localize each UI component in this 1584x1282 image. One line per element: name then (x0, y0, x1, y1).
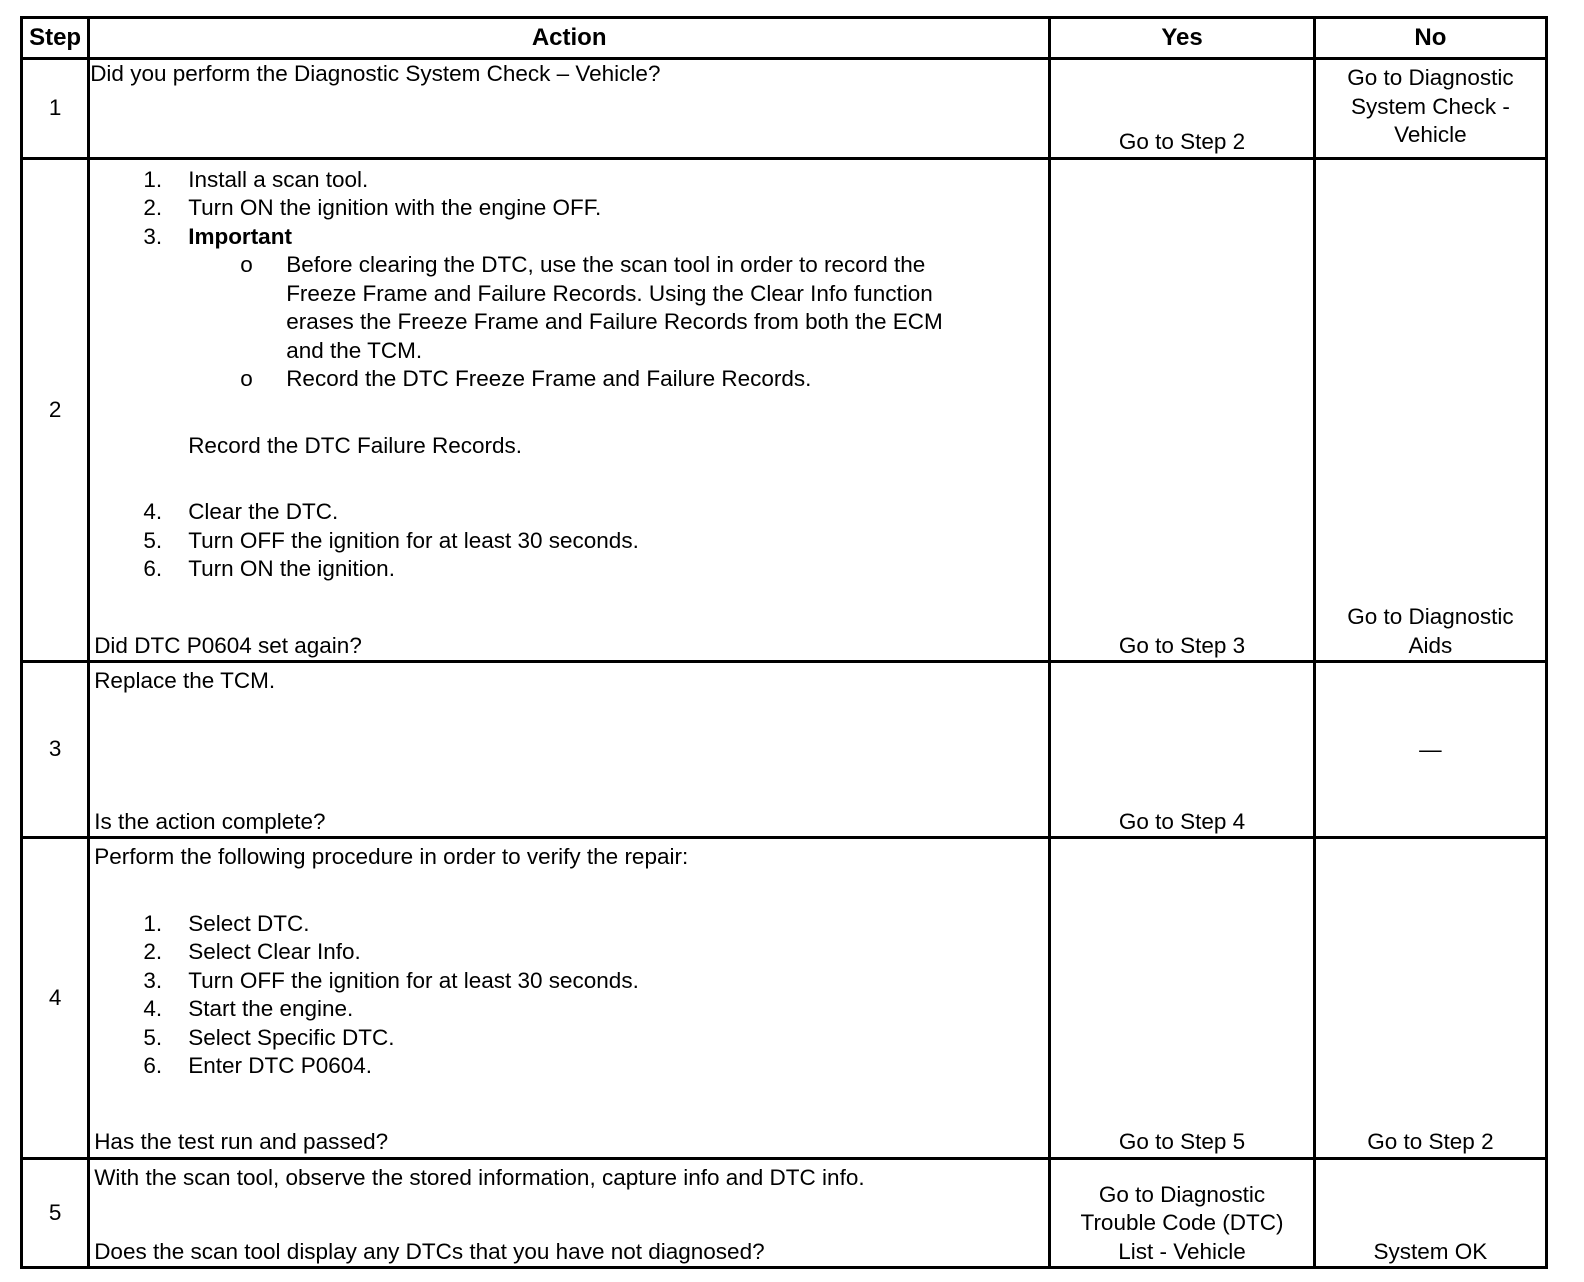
list-item (90, 223, 1048, 252)
no-result-line: Go to Diagnostic (1347, 604, 1514, 630)
action-content (90, 839, 1048, 1157)
step-number: 1 (22, 59, 89, 158)
action-content (90, 663, 1048, 836)
list-text: Turn ON the ignition. (188, 556, 395, 582)
step-number: 3 (22, 662, 89, 838)
list-item (90, 498, 1048, 527)
yes-cell (1050, 158, 1315, 662)
diagnostic-table (20, 16, 1548, 1269)
list-text: Enter DTC P0604. (188, 1053, 373, 1079)
list-item (90, 194, 1048, 223)
list-number: 1. (143, 910, 163, 936)
list-item (90, 910, 1048, 939)
list-number: 5. (143, 527, 163, 553)
step-number: 2 (22, 158, 89, 662)
list-item (90, 555, 1048, 584)
bullet-line: Before clearing the DTC, use the scan tool in order to record the (286, 252, 926, 278)
list-number: 6. (143, 556, 163, 582)
procedure-list (90, 910, 1048, 1081)
list-item (90, 1052, 1048, 1081)
no-result: — (1419, 736, 1442, 762)
action-text: Did you perform the Diagnostic System Check – Vehicle? (90, 61, 661, 87)
important-label: Important (188, 223, 292, 249)
list-number: 5. (143, 1024, 163, 1050)
list-text: Start the engine. (188, 996, 354, 1022)
header-yes: Yes (1050, 18, 1315, 59)
yes-result-line: Trouble Code (DTC) (1080, 1210, 1284, 1235)
yes-result: Go to Step 4 (1118, 808, 1246, 834)
no-result-line: Aids (1408, 632, 1453, 658)
list-item (90, 166, 1048, 195)
action-cell (89, 662, 1050, 838)
table-row (22, 59, 1547, 158)
no-cell (1314, 662, 1546, 838)
header-row (22, 18, 1547, 59)
yes-cell (1050, 1158, 1315, 1267)
yes-cell (1050, 59, 1315, 158)
bullet-line: Freeze Frame and Failure Records. Using the Clear Info function (286, 280, 933, 306)
no-cell (1314, 59, 1546, 158)
list-text: Turn ON the ignition with the engine OFF. (188, 195, 602, 221)
list-text: Clear the DTC. (188, 499, 339, 525)
question-text: Has the test run and passed? (94, 1129, 389, 1155)
header-action: Action (89, 18, 1050, 59)
header-no: No (1314, 18, 1546, 59)
list-text: Select DTC. (188, 910, 310, 936)
list-text: Install a scan tool. (188, 166, 369, 192)
action-content (90, 160, 1048, 661)
action-text: Perform the following procedure in order to verify the repair: (94, 844, 689, 870)
yes-result-line: List - Vehicle (1118, 1238, 1246, 1264)
table-row (22, 1158, 1547, 1267)
list-item (90, 1024, 1048, 1053)
action-text: With the scan tool, observe the stored information, capture info and DTC info. (94, 1164, 865, 1190)
yes-cell (1050, 838, 1315, 1159)
question-text: Did DTC P0604 set again? (94, 632, 362, 658)
bullet-item (90, 251, 1048, 365)
list-number: 3. (143, 967, 163, 993)
table-row (22, 662, 1547, 838)
action-cell (89, 1158, 1050, 1267)
list-text: Turn OFF the ignition for at least 30 seconds. (188, 967, 639, 993)
no-result: Go to Step 2 (1367, 1129, 1494, 1155)
list-number: 6. (143, 1053, 163, 1079)
action-text: Replace the TCM. (94, 668, 276, 694)
no-result-line: System Check - (1351, 93, 1510, 119)
procedure-list (90, 160, 1048, 584)
step-number: 5 (22, 1158, 89, 1267)
list-number: 3. (143, 223, 163, 249)
yes-result (1051, 1181, 1313, 1267)
table-row (22, 158, 1547, 662)
yes-cell (1050, 662, 1315, 838)
list-number: 1. (143, 166, 163, 192)
yes-result: Go to Step 3 (1118, 632, 1246, 658)
no-cell (1314, 1158, 1546, 1267)
list-number: 4. (143, 499, 163, 525)
no-result (1316, 603, 1545, 660)
no-result-line: Vehicle (1394, 122, 1467, 148)
action-content (90, 1160, 1048, 1266)
no-cell (1314, 838, 1546, 1159)
no-result-line: Go to Diagnostic (1347, 65, 1514, 91)
yes-result: Go to Step 5 (1118, 1129, 1246, 1155)
action-cell (89, 158, 1050, 662)
bullet-line: and the TCM. (286, 337, 423, 363)
step-number: 4 (22, 838, 89, 1159)
question-text: Is the action complete? (94, 808, 326, 834)
bullet-line: erases the Freeze Frame and Failure Records from both the ECM (286, 309, 943, 335)
bullet-item (90, 365, 1048, 394)
procedure-list-continued (90, 498, 1048, 584)
list-number: 2. (143, 195, 163, 221)
list-item (90, 527, 1048, 556)
header-step: Step (22, 18, 89, 59)
no-cell (1314, 158, 1546, 662)
list-text: Turn OFF the ignition for at least 30 seconds. (188, 527, 639, 553)
action-cell (89, 838, 1050, 1159)
list-item (90, 938, 1048, 967)
list-text: Select Specific DTC. (188, 1024, 395, 1050)
bullet-line: Record the DTC Freeze Frame and Failure Records. (286, 366, 812, 392)
action-cell (89, 59, 1050, 158)
yes-result: Go to Step 2 (1118, 129, 1246, 155)
table-row (22, 838, 1547, 1159)
list-number: 4. (143, 996, 163, 1022)
no-result: System OK (1373, 1238, 1488, 1264)
yes-result-line: Go to Diagnostic (1098, 1181, 1266, 1207)
list-item (90, 967, 1048, 996)
list-number: 2. (143, 939, 163, 965)
plain-text: Record the DTC Failure Records. (188, 432, 523, 458)
bullet-marker: o (240, 252, 253, 278)
list-item (90, 995, 1048, 1024)
bullet-marker: o (240, 366, 253, 392)
list-text: Select Clear Info. (188, 939, 361, 965)
no-result (1316, 64, 1545, 150)
question-text: Does the scan tool display any DTCs that you have not diagnosed? (94, 1238, 765, 1264)
